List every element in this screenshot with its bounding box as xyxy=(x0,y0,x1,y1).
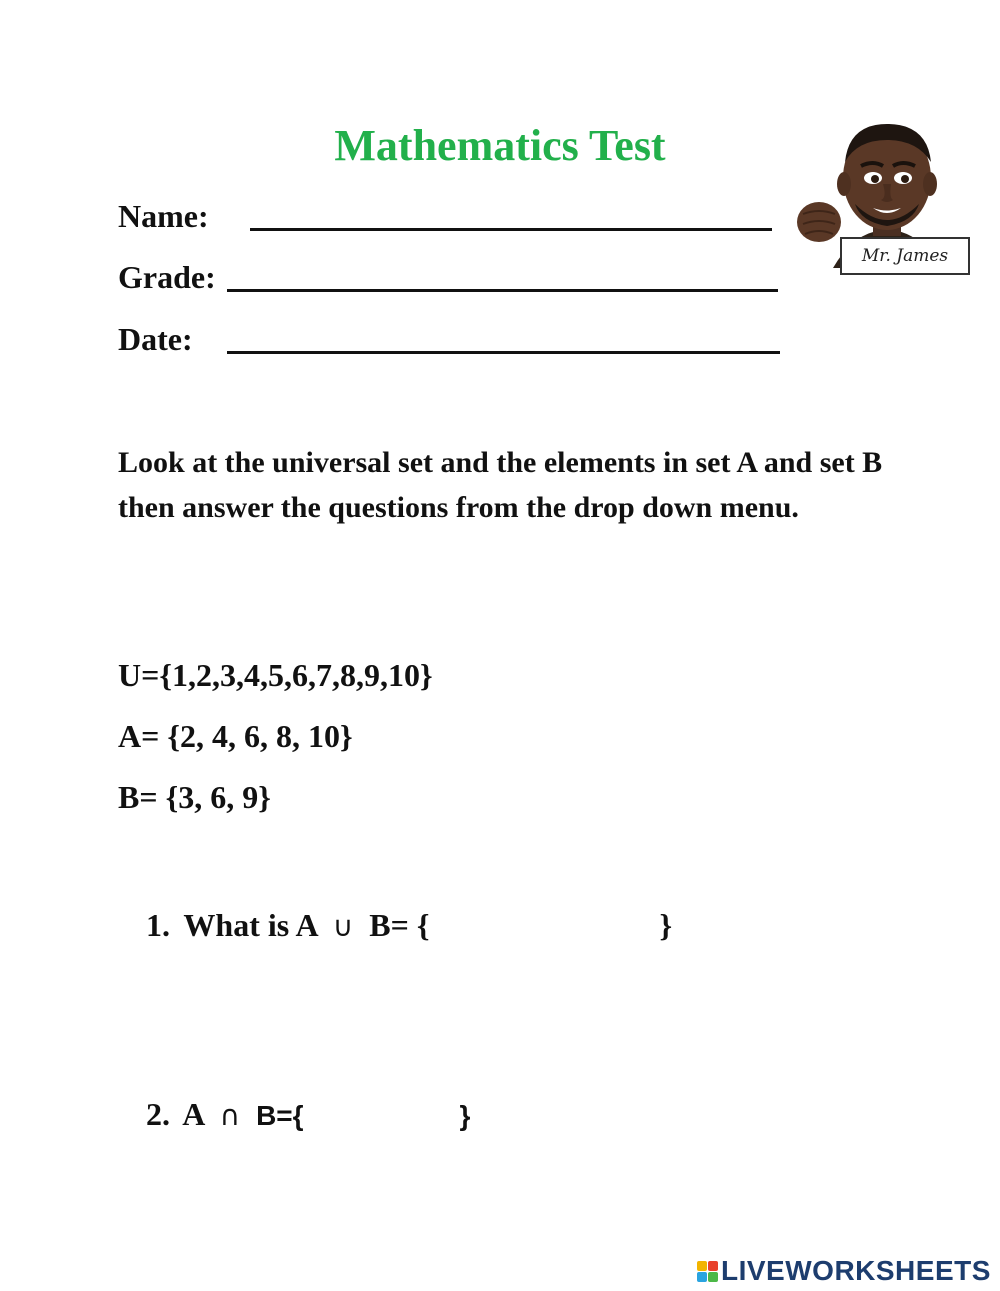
question-suffix: B={ xyxy=(256,1100,304,1131)
grade-label: Grade: xyxy=(118,259,216,295)
grade-input-line[interactable] xyxy=(227,289,778,292)
name-label: Name: xyxy=(118,198,209,234)
question-2 xyxy=(146,1094,470,1136)
union-symbol: ∪ xyxy=(332,910,354,943)
logo-square xyxy=(697,1261,707,1271)
universal-set: U={1,2,3,4,5,6,7,8,9,10} xyxy=(118,657,433,693)
logo-square xyxy=(697,1272,707,1282)
set-a: A= {2, 4, 6, 8, 10} xyxy=(118,718,353,754)
question-prefix: A xyxy=(182,1096,204,1132)
date-label: Date: xyxy=(118,321,193,357)
logo-square xyxy=(708,1272,718,1282)
answer-dropdown-2[interactable] xyxy=(312,1100,452,1136)
answer-dropdown-1[interactable] xyxy=(437,911,651,947)
question-number: 1. xyxy=(146,907,170,943)
instructions-text: Look at the universal set and the elements in set A and set B then answer the questions from the drop down menu. xyxy=(118,446,883,524)
question-prefix: What is A xyxy=(183,907,317,943)
question-1 xyxy=(146,905,672,947)
teacher-nameplate: Mr. James xyxy=(840,237,970,275)
page-title: Mathematics Test xyxy=(334,121,666,170)
closing-brace: } xyxy=(459,1100,471,1131)
intersection-symbol: ∩ xyxy=(219,1099,241,1132)
closing-brace: } xyxy=(659,907,673,943)
question-number: 2. xyxy=(146,1096,170,1132)
logo-square xyxy=(708,1261,718,1271)
set-b: B= {3, 6, 9} xyxy=(118,779,271,815)
date-input-line[interactable] xyxy=(227,351,780,354)
logo-text: LIVEWORKSHEETS xyxy=(721,1255,991,1286)
logo-grid-icon xyxy=(697,1261,718,1282)
name-input-line[interactable] xyxy=(250,228,772,231)
question-suffix: B= { xyxy=(369,907,430,943)
liveworksheets-logo[interactable] xyxy=(697,1253,991,1289)
